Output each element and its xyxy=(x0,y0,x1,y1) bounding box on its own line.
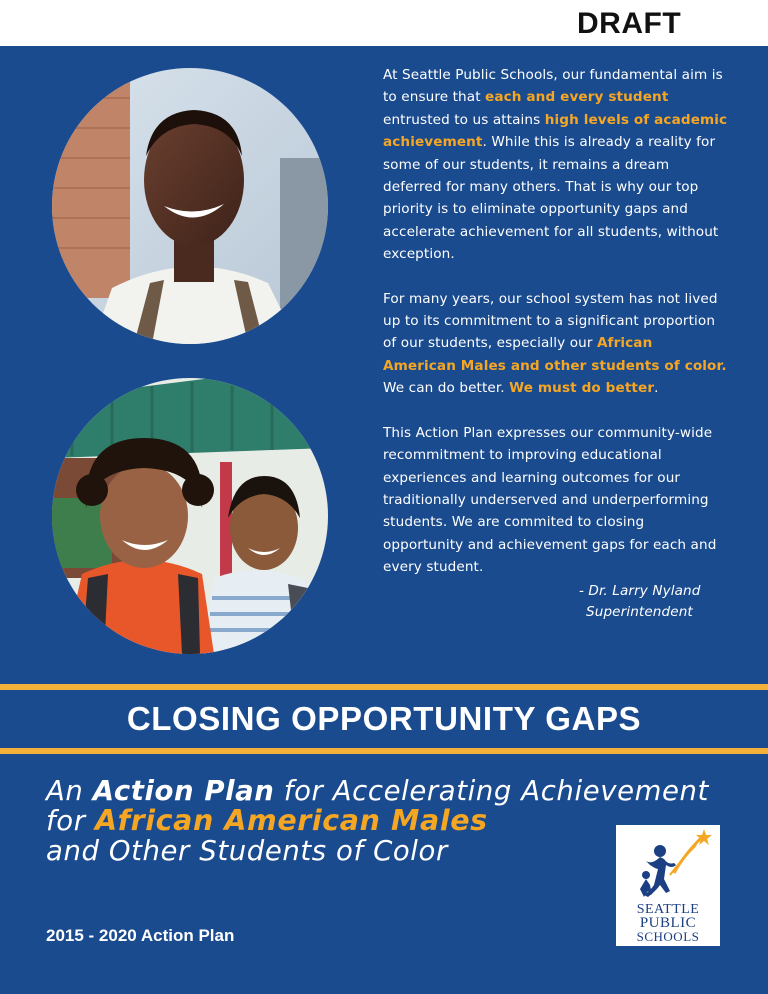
banner-bottom-rule xyxy=(0,748,768,754)
highlight-academic-achievement: high levels of academic achievement xyxy=(383,111,728,151)
subtitle-line-2 xyxy=(46,806,709,836)
draft-watermark xyxy=(0,0,768,46)
student-photo-1 xyxy=(52,68,328,344)
highlight-african-american-males: African American Males and other students of color. xyxy=(383,335,727,374)
seattle-public-schools-logo xyxy=(616,825,720,946)
subtitle-accelerating: for Accelerating Achievement xyxy=(274,775,709,807)
subtitle-action-plan: Action Plan xyxy=(92,775,275,807)
subtitle-an: An xyxy=(46,775,93,807)
signature-name: - Dr. Larry Nyland xyxy=(579,582,701,599)
signature-title: Superintendent xyxy=(586,603,693,620)
letter-paragraph-1 xyxy=(383,64,728,266)
letter-paragraph-3 xyxy=(383,422,728,579)
superintendent-letter xyxy=(383,64,728,623)
logo-seattle: SEATTLE xyxy=(636,902,700,917)
subtitle-for: for xyxy=(46,805,95,837)
text-run: At Seattle Public Schools, our fundamental aim is to ensure that xyxy=(383,67,723,106)
logo-public: PUBLIC xyxy=(639,915,697,931)
text-run: We can do better. xyxy=(383,380,510,397)
student-photo-2 xyxy=(52,378,328,654)
draft-label: DRAFT xyxy=(577,7,682,40)
banner-title: CLOSING OPPORTUNITY GAPS xyxy=(126,700,642,737)
logo-schools: SCHOOLS xyxy=(636,929,700,944)
text-run: This Action Plan expresses our community-wide recommitment to improving educational experiences and learning outcomes for our traditionally underserved and underperforming students. We are commited to closing opportunity and achievement gaps for each and every student. xyxy=(383,424,717,576)
highlight-each-every-student: each and every student xyxy=(485,89,669,106)
text-run: entrusted to us attains xyxy=(383,111,545,128)
plan-years: 2015 - 2020 Action Plan xyxy=(46,926,235,945)
letter-paragraph-2 xyxy=(383,288,728,400)
logo-figures-icon xyxy=(616,825,720,905)
highlight-must-do-better: We must do better xyxy=(509,380,655,397)
text-run: . xyxy=(654,380,659,397)
text-run: . While this is already a reality for some of our students, it remains a dream deferred for many others. That is why our top priority is to eliminate opportunity gaps and accelerate achievement for all students, without exception. xyxy=(383,134,719,263)
text-run: For many years, our school system has not lived up to its commitment to a significant proportion of our students, especially our xyxy=(383,290,718,352)
subtitle-african-american-males: African American Males xyxy=(94,804,488,837)
signature-block xyxy=(579,581,728,623)
subtitle-line-1 xyxy=(46,776,709,806)
plan-subtitle xyxy=(46,776,709,866)
subtitle-line-3: and Other Students of Color xyxy=(46,835,448,867)
